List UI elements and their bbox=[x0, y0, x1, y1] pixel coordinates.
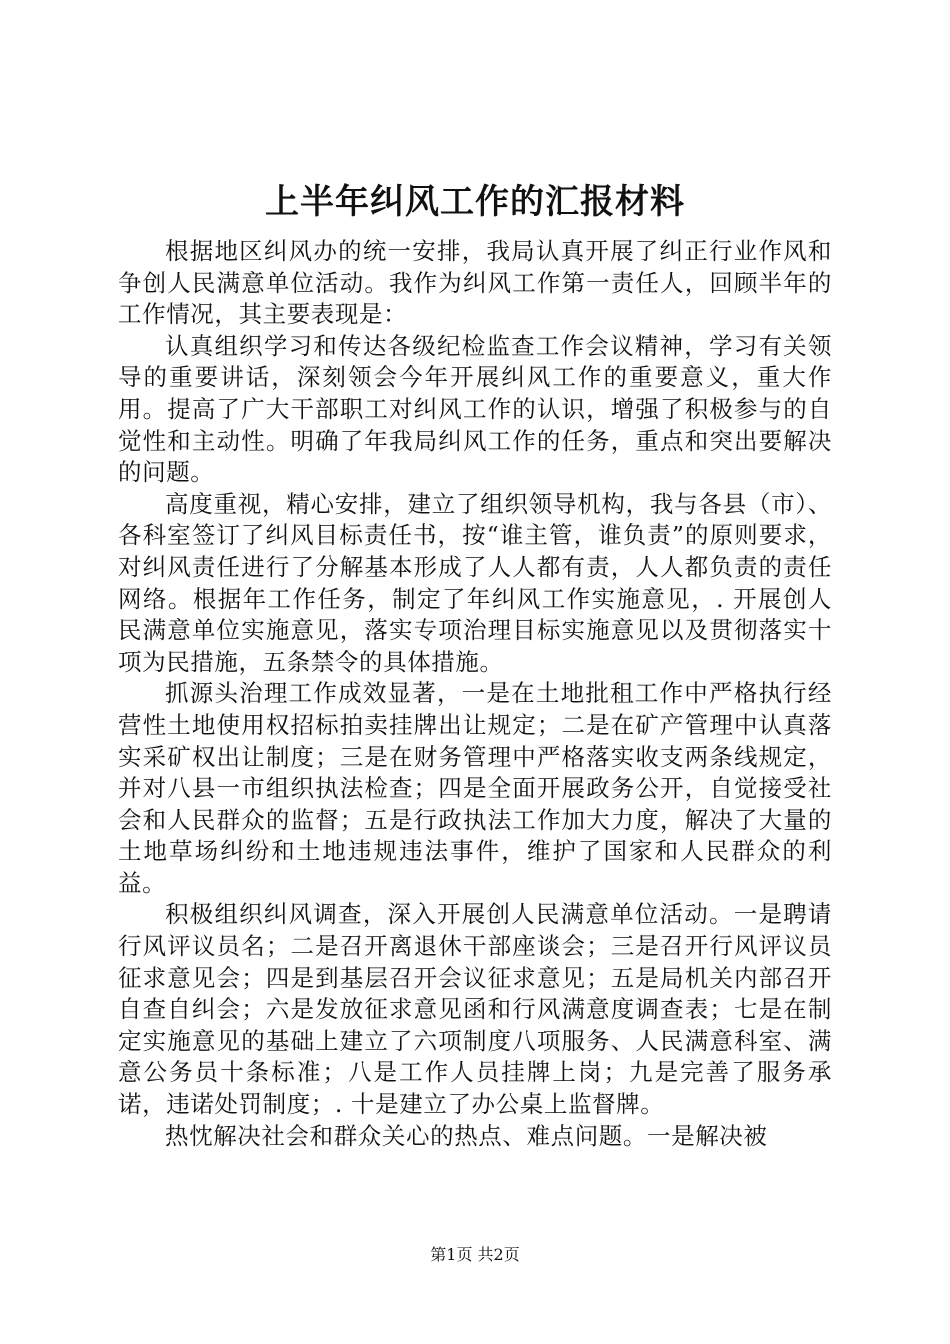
document-title: 上半年纠风工作的汇报材料 bbox=[265, 182, 685, 222]
paragraph-6: 热忱解决社会和群众关心的热点、难点问题。一是解决被 bbox=[165, 1121, 768, 1150]
page-number-footer: 第1页 共2页 bbox=[430, 1245, 520, 1264]
paragraph-5: 积极组织纠风调查，深入开展创人民满意单位活动。一是聘请行风评议员名；二是召开离退休干部座谈会；三是召开行风评议员征求意见会；四是到基层召开会议征求意见；五是局机关内部召开自查自纠会；六是发放征求意见函和行风满意度调查表；七是在制定实施意见的基础上建立了六项制度八项服务、人民满意科室、满意公务员十条标准；八是工作人员挂牌上岗；九是完善了服务承诺，违诺处罚制度；. 十是建立了办公桌上监督牌。 bbox=[118, 900, 832, 1119]
paragraph-4: 抓源头治理工作成效显著，一是在土地批租工作中严格执行经营性土地使用权招标拍卖挂牌出让规定；二是在矿产管理中认真落实采矿权出让制度；三是在财务管理中严格落实收支两条线规定，并对八县一市组织执法检查；四是全面开展政务公开，自觉接受社会和人民群众的监督；五是行政执法工作加大力度，解决了大量的土地草场纠纷和土地违规违法事件，维护了国家和人民群众的利益。 bbox=[118, 679, 832, 897]
document-body bbox=[118, 236, 832, 1152]
paragraph-2: 认真组织学习和传达各级纪检监查工作会议精神，学习有关领导的重要讲话，深刻领会今年开展纠风工作的重要意义，重大作用。提高了广大干部职工对纠风工作的认识，增强了积极参与的自觉性和主动性。明确了年我局纠风工作的任务，重点和突出要解决的问题。 bbox=[118, 331, 832, 487]
paragraph-1: 根据地区纠风办的统一安排，我局认真开展了纠正行业作风和争创人民满意单位活动。我作为纠风工作第一责任人，回顾半年的工作情况，其主要表现是： bbox=[118, 237, 832, 329]
paragraph-3: 高度重视，精心安排，建立了组织领导机构，我与各县（市）、各科室签订了纠风目标责任书，按“谁主管，谁负责”的原则要求，对纠风责任进行了分解基本形成了人人都有责，人人都负责的责任网络。根据年工作任务，制定了年纠风工作实施意见，. 开展创人民满意单位实施意见，落实专项治理目标实施意见以及贯彻落实十项为民措施，五条禁令的具体措施。 bbox=[118, 489, 832, 676]
